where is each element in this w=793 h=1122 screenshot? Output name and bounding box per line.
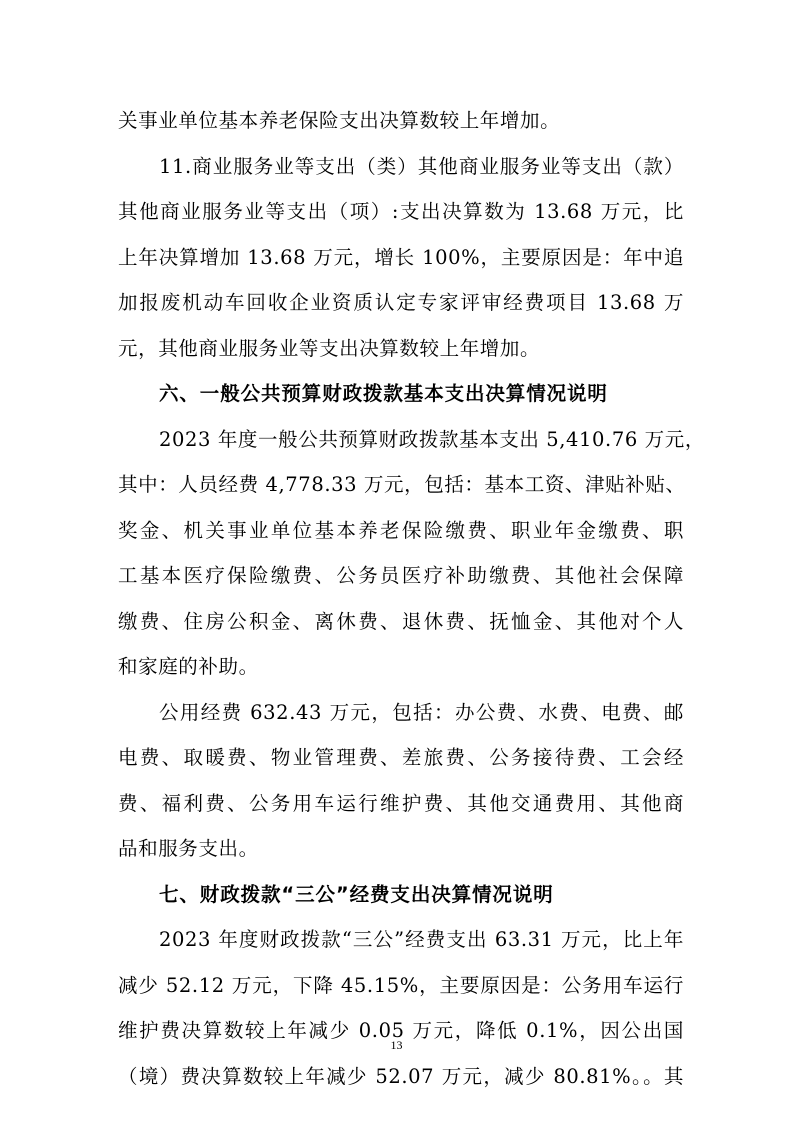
body-text [118,98,705,1099]
text-line: 品和服务支出。 [118,837,259,860]
text-line: 费、福利费、公务用车运行维护费、其他交通费用、其他商 [118,791,684,815]
text-line: 关事业单位基本养老保险支出决算数较上年增加。 [118,109,561,132]
text-line: 减少 52.12 万元，下降 45.15%，主要原因是：公务用车运行 [118,973,684,997]
page-number: 13 [390,1038,403,1052]
text-line: 维护费决算数较上年减少 0.05 万元，降低 0.1%，因公出国 [118,1019,684,1042]
section-heading: 六、一般公共预算财政拨款基本支出决算情况说明 [159,382,608,405]
text-line: 电费、取暖费、物业管理费、差旅费、公务接待费、工会经 [118,746,684,769]
text-line: 公用经费 632.43 万元，包括：办公费、水费、电费、邮 [159,700,684,724]
section-heading: 七、财政拨款“三公”经费支出决算情况说明 [159,882,554,906]
text-line: 加报废机动车回收企业资质认定专家评审经费项目 13.68 万 [118,291,684,314]
text-line: 工基本医疗保险缴费、公务员医疗补助缴费、其他社会保障 [118,564,684,587]
text-line: 2023 年度一般公共预算财政拨款基本支出 5,410.76 万元， [159,427,705,451]
text-line: 2023 年度财政拨款“三公”经费支出 63.31 万元，比上年 [159,928,684,951]
text-line: （境）费决算数较上年减少 52.07 万元，减少 80.81%。。其 [118,1064,684,1088]
text-line: 元，其他商业服务业等支出决算数较上年增加。 [118,336,541,360]
text-line: 其他商业服务业等支出（项）:支出决算数为 13.68 万元，比 [118,200,684,223]
text-line: 上年决算增加 13.68 万元，增长 100%，主要原因是：年中追 [118,245,684,269]
text-line: 和家庭的补助。 [118,655,259,678]
text-line: 其中：人员经费 4,778.33 万元，包括：基本工资、津贴补贴、 [118,473,686,496]
text-line: 11.商业服务业等支出（类）其他商业服务业等支出（款） [159,154,684,178]
text-line: 缴费、住房公积金、离休费、退休费、抚恤金、其他对个人 [118,609,684,633]
text-line: 奖金、机关事业单位基本养老保险缴费、职业年金缴费、职 [118,518,684,542]
